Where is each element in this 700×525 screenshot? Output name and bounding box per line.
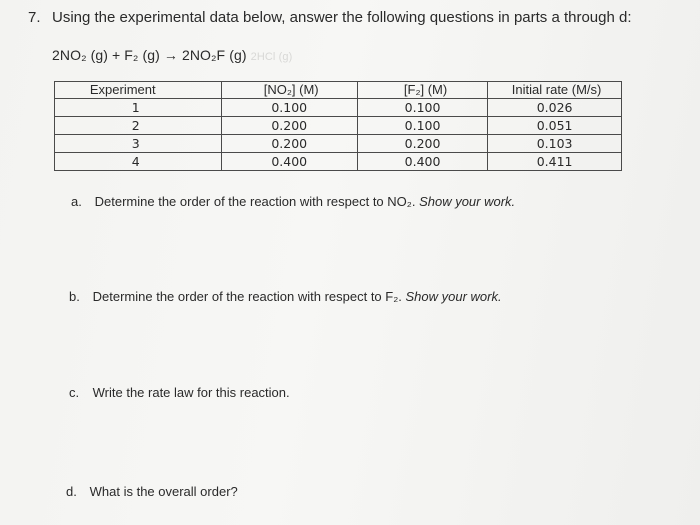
part-b-label: b. xyxy=(69,289,80,304)
cell-experiment: 3 xyxy=(55,135,222,153)
cell-no2: 0.200 xyxy=(221,135,357,153)
part-a-text: Determine the order of the reaction with respect to NO₂. xyxy=(94,194,416,209)
header-rate: Initial rate (M/s) xyxy=(488,82,622,99)
part-b xyxy=(69,289,502,304)
part-d-text: What is the overall order? xyxy=(89,484,238,499)
cell-f2: 0.100 xyxy=(357,99,487,117)
part-d xyxy=(66,484,238,499)
part-c-label: c. xyxy=(69,385,80,400)
part-b-text: Determine the order of the reaction with respect to F₂. xyxy=(92,289,402,304)
experiment-data-table xyxy=(54,81,622,171)
cell-rate: 0.411 xyxy=(488,153,622,171)
cell-no2: 0.400 xyxy=(221,153,357,171)
cell-no2: 0.200 xyxy=(221,117,357,135)
question-prompt: Using the experimental data below, answer the following questions in parts a through d: xyxy=(52,9,632,26)
cell-rate: 0.103 xyxy=(488,135,622,153)
part-a xyxy=(71,194,515,209)
cell-rate: 0.051 xyxy=(488,117,622,135)
part-d-label: d. xyxy=(66,484,77,499)
header-f2: [F₂] (M) xyxy=(357,82,487,99)
part-a-label: a. xyxy=(71,194,82,209)
table-row xyxy=(55,135,622,153)
cell-f2: 0.100 xyxy=(357,117,487,135)
cell-experiment: 4 xyxy=(55,153,222,171)
part-a-emphasis: Show your work. xyxy=(419,194,516,209)
table-row xyxy=(55,99,622,117)
cell-f2: 0.200 xyxy=(357,135,487,153)
table-header-row xyxy=(55,82,622,99)
header-experiment: Experiment xyxy=(55,82,222,99)
cell-no2: 0.100 xyxy=(221,99,357,117)
faded-equation-text: 2HCl (g) xyxy=(250,51,293,63)
question-number: 7. xyxy=(28,9,41,26)
equation-text: 2NO₂ (g) + F₂ (g) → 2NO₂F (g) xyxy=(52,47,247,63)
part-c xyxy=(69,385,290,400)
cell-experiment: 1 xyxy=(55,99,222,117)
header-no2: [NO₂] (M) xyxy=(221,82,357,99)
chemical-equation xyxy=(52,47,292,63)
cell-f2: 0.400 xyxy=(357,153,487,171)
cell-experiment: 2 xyxy=(55,117,222,135)
cell-rate: 0.026 xyxy=(488,99,622,117)
table-row xyxy=(55,117,622,135)
part-b-emphasis: Show your work. xyxy=(405,289,502,304)
part-c-text: Write the rate law for this reaction. xyxy=(92,385,290,400)
table-row xyxy=(55,153,622,171)
